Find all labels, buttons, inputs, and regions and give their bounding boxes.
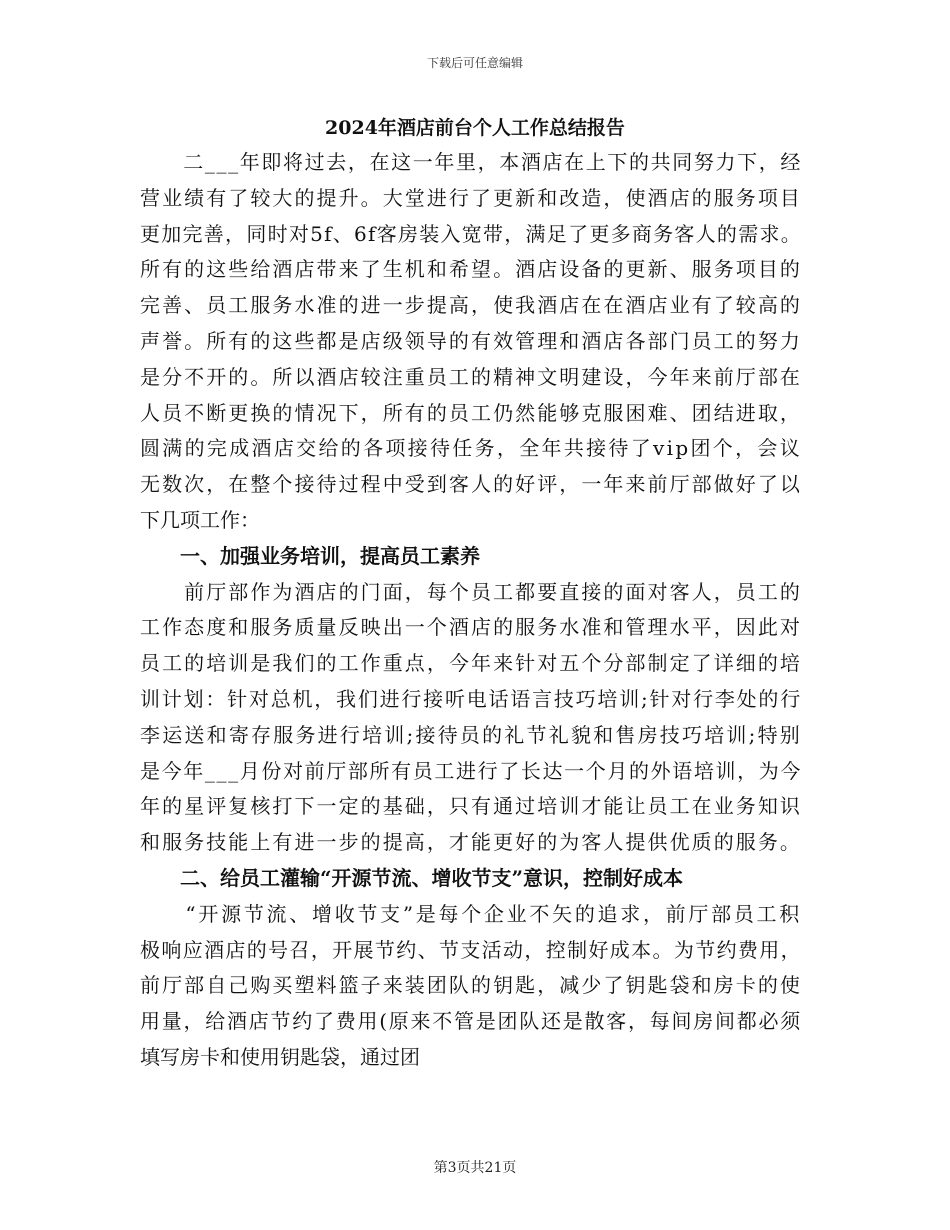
paragraph-line: 二___年即将过去，在这一年里，本酒店在上下的共同努力下，经 — [140, 150, 802, 174]
paragraph-line: 训计划：针对总机，我们进行接听电话语言技巧培训;针对行李处的行 — [140, 687, 802, 711]
paragraph-line: 前厅部作为酒店的门面，每个员工都要直接的面对客人，员工的 — [140, 579, 802, 604]
section-heading: 二、给员工灌输“开源节流、增收节支”意识，控制好成本 — [140, 866, 684, 890]
paragraph-line: 用量，给酒店节约了费用(原来不管是团队还是散客，每间房间都必须 — [140, 1009, 802, 1034]
section-heading: 一、加强业务培训，提高员工素养 — [140, 543, 480, 568]
document-title: 2024年酒店前台个人工作总结报告 — [325, 117, 625, 139]
paragraph-line: “开源节流、增收节支”是每个企业不矢的追求，前厅部员工积 — [140, 901, 802, 926]
page-footer: 第3页共21页 — [433, 1160, 517, 1176]
paragraph-line: 是今年___月份对前厅部所有员工进行了长达一个月的外语培训，为今 — [140, 758, 802, 783]
paragraph-line: 工作态度和服务质量反映出一个酒店的服务水准和管理水平，因此对 — [140, 615, 802, 640]
paragraph-line: 填写房卡和使用钥匙袋，通过团 — [140, 1045, 420, 1069]
page-header: 下载后可任意编辑 — [426, 56, 523, 70]
paragraph-line: 极响应酒店的号召，开展节约、节支活动，控制好成本。为节约费用， — [140, 937, 802, 962]
paragraph-line: 下几项工作： — [140, 508, 260, 532]
paragraph-line: 是分不开的。所以酒店较注重员工的精神文明建设，今年来前厅部在 — [140, 364, 802, 389]
paragraph-line: 前厅部自己购买塑料篮子来装团队的钥匙，减少了钥匙袋和房卡的使 — [140, 973, 802, 998]
paragraph-line: 圆满的完成酒店交给的各项接待任务，全年共接待了vip团个，会议 — [140, 436, 802, 461]
paragraph-line: 声誉。所有的这些都是店级领导的有效管理和酒店各部门员工的努力 — [140, 329, 802, 353]
paragraph-line: 营业绩有了较大的提升。大堂进行了更新和改造，使酒店的服务项目 — [140, 185, 802, 210]
paragraph-line: 更加完善，同时对5f、6f客房装入宽带，满足了更多商务客人的需求。 — [140, 221, 802, 246]
paragraph-line: 无数次，在整个接待过程中受到客人的好评，一年来前厅部做好了以 — [140, 472, 802, 497]
paragraph-line: 员工的培训是我们的工作重点，今年来针对五个分部制定了详细的培 — [140, 651, 802, 676]
paragraph-line: 完善、员工服务水准的进一步提高，使我酒店在在酒店业有了较高的 — [140, 293, 802, 318]
paragraph-line: 年的星评复核打下一定的基础，只有通过培训才能让员工在业务知识 — [140, 794, 802, 819]
paragraph-line: 和服务技能上有进一步的提高，才能更好的为客人提供优质的服务。 — [140, 830, 802, 855]
paragraph-line: 所有的这些给酒店带来了生机和希望。酒店设备的更新、服务项目的 — [140, 257, 802, 282]
paragraph-line: 李运送和寄存服务进行培训;接待员的礼节礼貌和售房技巧培训;特别 — [140, 722, 802, 747]
paragraph-line: 人员不断更换的情况下，所有的员工仍然能够克服困难、团结进取， — [140, 400, 802, 425]
